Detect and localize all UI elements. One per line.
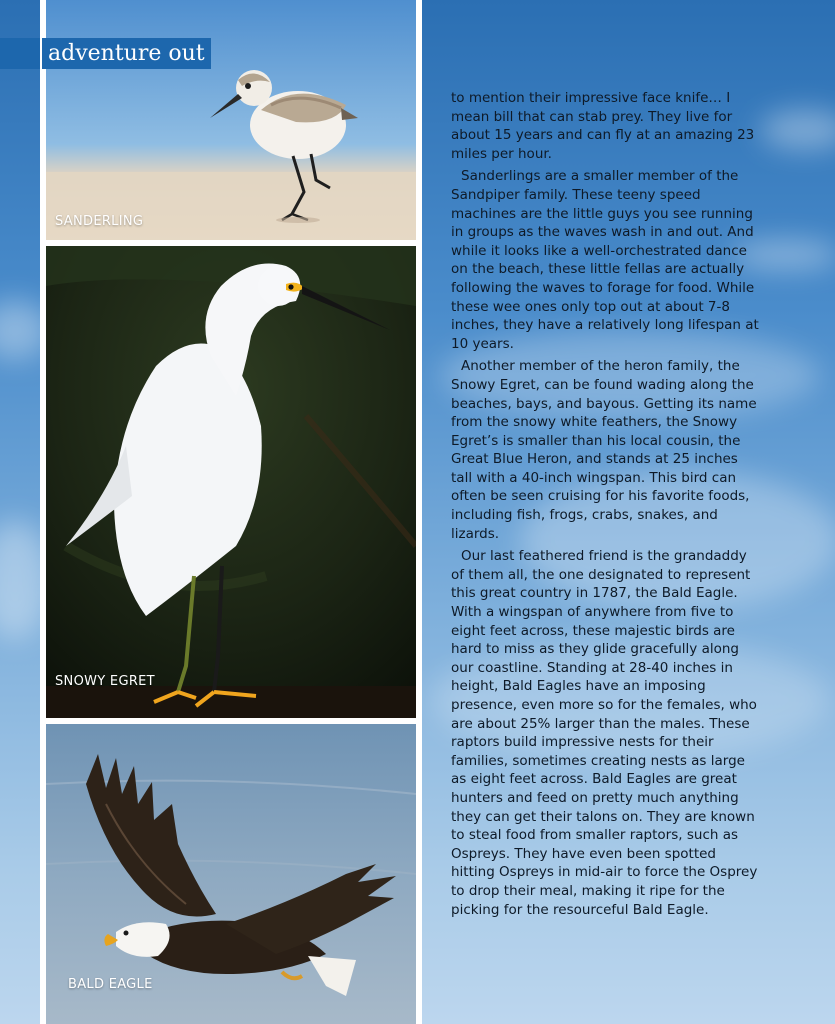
photo-caption: SNOWY EGRET [55,674,155,689]
sanderling-photo [46,0,416,240]
photo-column [40,0,422,1024]
photo-caption: SANDERLING [55,214,144,229]
article-paragraph: Sanderlings are a smaller member of the Sandpiper family. These teeny speed machines are the little guys you see running in groups as the waves wash in and out. And while it looks like a well-orchestrated dance on the beach, these little fellas are actually following the waves to forage for food. While these wee ones only top out at about 7-8 inches, they have a relatively long lifespan at 10 years. [451,168,759,352]
article-paragraph: Another member of the heron family, the Snowy Egret, can be found wading along the beaches, bays, and bayous. Getting its name from the snowy white feathers, the Snowy Egret’s is smaller than his local cousin, the Great Blue Heron, and stands at 25 inches tall with a 40-inch wingspan. This bird can often be seen cruising for his favorite foods, including fish, frogs, crabs, snakes, and lizards. [451,358,757,542]
photo-caption: BALD EAGLE [68,977,153,992]
snowy-egret-photo [46,246,416,718]
section-tab: adventure out [0,38,211,69]
article-paragraph: Our last feathered friend is the grandaddy of them all, the one designated to represent this great country in 1787, the Bald Eagle. With a wingspan of anywhere from five to eight feet across, these majestic birds are hard to miss as they glide gracefully along our coastline. Standing at 28-40 inches in height, Bald Eagles have an imposing presence, even more so for the females, who are about 25% larger than the males. These raptors build impressive nests for their families, sometimes creating nests as large as eight feet across. Bald Eagles are great hunters and feed on pretty much anything they can get their talons on. They are known to steal food from smaller raptors, such as Ospreys. They have even been spotted hitting Ospreys in mid-air to force the Osprey to drop their meal, making it ripe for the picking for the resourceful Bald Eagle. [451,548,758,918]
article-body [451,89,763,919]
cloud [760,110,835,150]
bald-eagle-photo [46,724,416,1024]
article-paragraph: to mention their impressive face knife… I mean bill that can stab prey. They live for about 15 years and can fly at an amazing 23 miles per hour. [451,90,755,162]
